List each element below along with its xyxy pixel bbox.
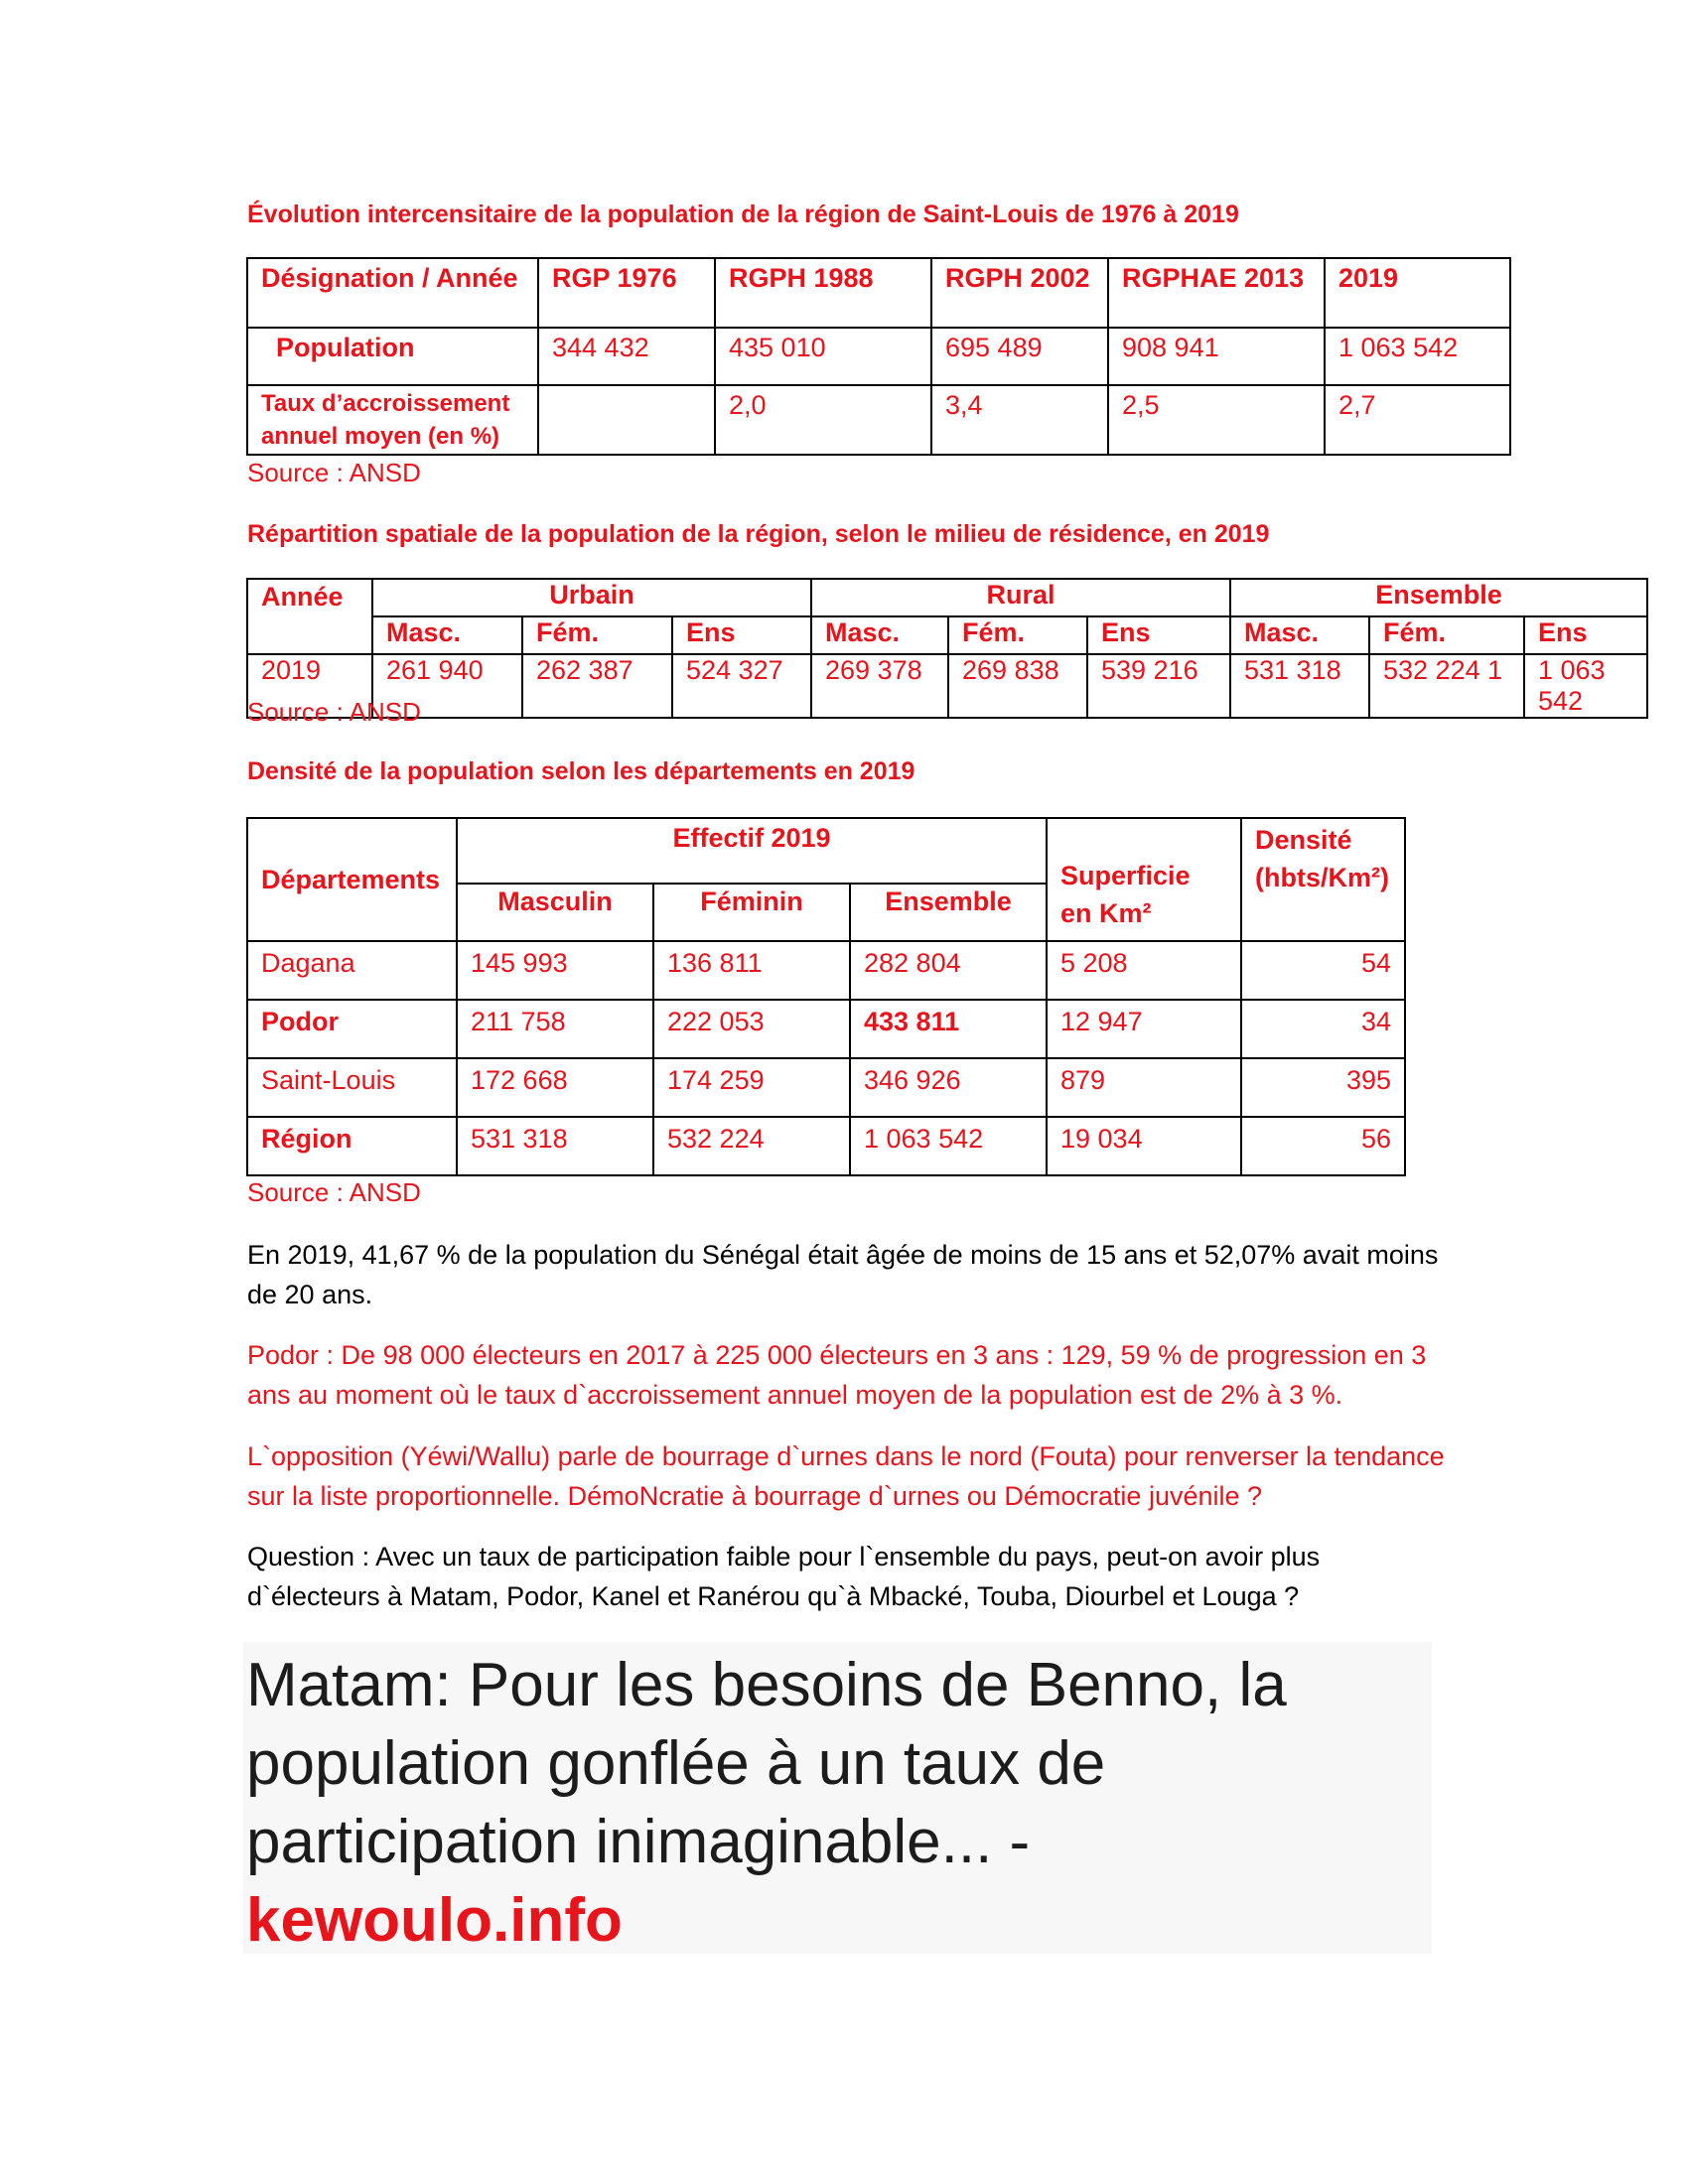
t2-sub-urbain-masc: Masc.: [372, 616, 522, 654]
t1-taux-2019: 2,7: [1325, 385, 1510, 455]
t3-row-podor-ens: 433 811: [850, 1000, 1047, 1058]
t2-val-ensemble-ens: 1 063 542: [1524, 654, 1647, 718]
t1-taux-2013: 2,5: [1108, 385, 1325, 455]
t3-row-saintlouis-ens: 346 926: [850, 1058, 1047, 1117]
t3-row-dagana-ens: 282 804: [850, 941, 1047, 1000]
t1-header-2013: RGPHAE 2013: [1108, 258, 1325, 328]
t3-densite-label: Densité (hbts/Km²): [1241, 818, 1405, 941]
t2-group-rural: Rural: [811, 579, 1230, 616]
t2-sub-ensemble-fem: Fém.: [1369, 616, 1524, 654]
t1-header-designation: Désignation / Année: [247, 258, 538, 328]
t2-sub-rural-ens: Ens: [1087, 616, 1230, 654]
t2-sub-urbain-fem: Fém.: [522, 616, 672, 654]
t1-taux-label: Taux d’accroissement annuel moyen (en %): [247, 385, 538, 455]
table2-title: Répartition spatiale de la population de la région, selon le milieu de résidence, en 2019: [247, 520, 1270, 548]
t3-sub-feminin: Féminin: [653, 884, 850, 941]
t2-sub-urbain-ens: Ens: [672, 616, 811, 654]
t3-row-region-sup: 19 034: [1047, 1117, 1241, 1175]
t3-superficie-label: Superficie en Km²: [1047, 818, 1241, 941]
t3-row-region-dens: 56: [1241, 1117, 1405, 1175]
t3-row-dagana-masc: 145 993: [457, 941, 653, 1000]
t2-group-ensemble: Ensemble: [1230, 579, 1647, 616]
headline-text[interactable]: Matam: Pour les besoins de Benno, la population gonflée à un taux de participation inimaginable... -: [246, 1651, 1287, 1876]
t3-row-saintlouis-dens: 395: [1241, 1058, 1405, 1117]
headline-site[interactable]: kewoulo.info: [246, 1886, 623, 1955]
t3-row-dagana-name: Dagana: [247, 941, 457, 1000]
t1-header-1976: RGP 1976: [538, 258, 715, 328]
t2-sub-ensemble-ens: Ens: [1524, 616, 1647, 654]
t2-val-rural-ens: 539 216: [1087, 654, 1230, 718]
t3-sub-masculin: Masculin: [457, 884, 653, 941]
table2-source: Source : ANSD: [247, 697, 421, 727]
t1-pop-1976: 344 432: [538, 328, 715, 385]
t2-sub-rural-fem: Fém.: [948, 616, 1087, 654]
t2-group-urbain: Urbain: [372, 579, 811, 616]
t2-annee-label: Année: [247, 579, 372, 654]
t2-val-rural-fem: 269 838: [948, 654, 1087, 718]
t3-effectif-label: Effectif 2019: [457, 818, 1047, 884]
t1-header-1988: RGPH 1988: [715, 258, 931, 328]
t3-sub-ensemble: Ensemble: [850, 884, 1047, 941]
paragraph-podor: Podor : De 98 000 électeurs en 2017 à 225 000 électeurs en 3 ans : 129, 59 % de progression en 3 ans au moment où le taux d`accroissement annuel moyen de la population est de 2% à 3 %.: [247, 1340, 1427, 1410]
paragraph-demographics: En 2019, 41,67 % de la population du Sénégal était âgée de moins de 15 ans et 52,07% avait moins de 20 ans.: [247, 1240, 1439, 1309]
t3-row-saintlouis-fem: 174 259: [653, 1058, 850, 1117]
t3-row-region-ens: 1 063 542: [850, 1117, 1047, 1175]
table3-title: Densité de la population selon les départements en 2019: [247, 757, 915, 785]
t1-taux-1988: 2,0: [715, 385, 931, 455]
t1-header-2019: 2019: [1325, 258, 1510, 328]
t2-val-urbain-masc: 261 940: [372, 654, 522, 718]
t2-sub-rural-masc: Masc.: [811, 616, 948, 654]
t3-row-podor-fem: 222 053: [653, 1000, 850, 1058]
t1-pop-2002: 695 489: [931, 328, 1108, 385]
t1-header-2002: RGPH 2002: [931, 258, 1108, 328]
table3-source: Source : ANSD: [247, 1177, 421, 1207]
t1-population-label: Population: [247, 328, 538, 385]
t3-dept-label: Départements: [247, 818, 457, 941]
t2-val-rural-masc: 269 378: [811, 654, 948, 718]
paragraph-opposition: L`opposition (Yéwi/Wallu) parle de bourrage d`urnes dans le nord (Fouta) pour renverser la tendance sur la liste proportionnelle. DémoNcratie à bourrage d`urnes ou Démocratie juvénile ?: [247, 1441, 1445, 1511]
t2-val-urbain-ens: 524 327: [672, 654, 811, 718]
t3-row-dagana-sup: 5 208: [1047, 941, 1241, 1000]
table3: [246, 817, 1406, 1176]
t1-taux-1976: [538, 385, 715, 455]
t2-val-ensemble-masc: 531 318: [1230, 654, 1369, 718]
t3-row-saintlouis-name: Saint-Louis: [247, 1058, 457, 1117]
t3-row-podor-sup: 12 947: [1047, 1000, 1241, 1058]
t3-row-region-fem: 532 224: [653, 1117, 850, 1175]
table1: [246, 257, 1511, 456]
t3-row-podor-dens: 34: [1241, 1000, 1405, 1058]
t2-row-year: 2019: [247, 654, 372, 718]
t3-row-saintlouis-masc: 172 668: [457, 1058, 653, 1117]
t1-pop-2013: 908 941: [1108, 328, 1325, 385]
t1-pop-1988: 435 010: [715, 328, 931, 385]
table2: [246, 578, 1648, 719]
t3-row-saintlouis-sup: 879: [1047, 1058, 1241, 1117]
table1-source: Source : ANSD: [247, 458, 421, 487]
t2-val-ensemble-fem: 532 224 1: [1369, 654, 1524, 718]
t2-val-urbain-fem: 262 387: [522, 654, 672, 718]
table1-title: Évolution intercensitaire de la population de la région de Saint-Louis de 1976 à 2019: [247, 201, 1239, 228]
t3-row-dagana-fem: 136 811: [653, 941, 850, 1000]
headline[interactable]: [246, 1646, 1428, 1960]
t3-row-podor-masc: 211 758: [457, 1000, 653, 1058]
paragraph-question: Question : Avec un taux de participation faible pour l`ensemble du pays, peut-on avoir plus d`électeurs à Matam, Podor, Kanel et Ranérou qu`à Mbacké, Touba, Diourbel et Louga ?: [247, 1542, 1321, 1611]
t3-row-region-masc: 531 318: [457, 1117, 653, 1175]
t3-row-region-name: Région: [247, 1117, 457, 1175]
t3-row-dagana-dens: 54: [1241, 941, 1405, 1000]
t1-taux-2002: 3,4: [931, 385, 1108, 455]
t2-sub-ensemble-masc: Masc.: [1230, 616, 1369, 654]
t1-pop-2019: 1 063 542: [1325, 328, 1510, 385]
t3-row-podor-name: Podor: [247, 1000, 457, 1058]
